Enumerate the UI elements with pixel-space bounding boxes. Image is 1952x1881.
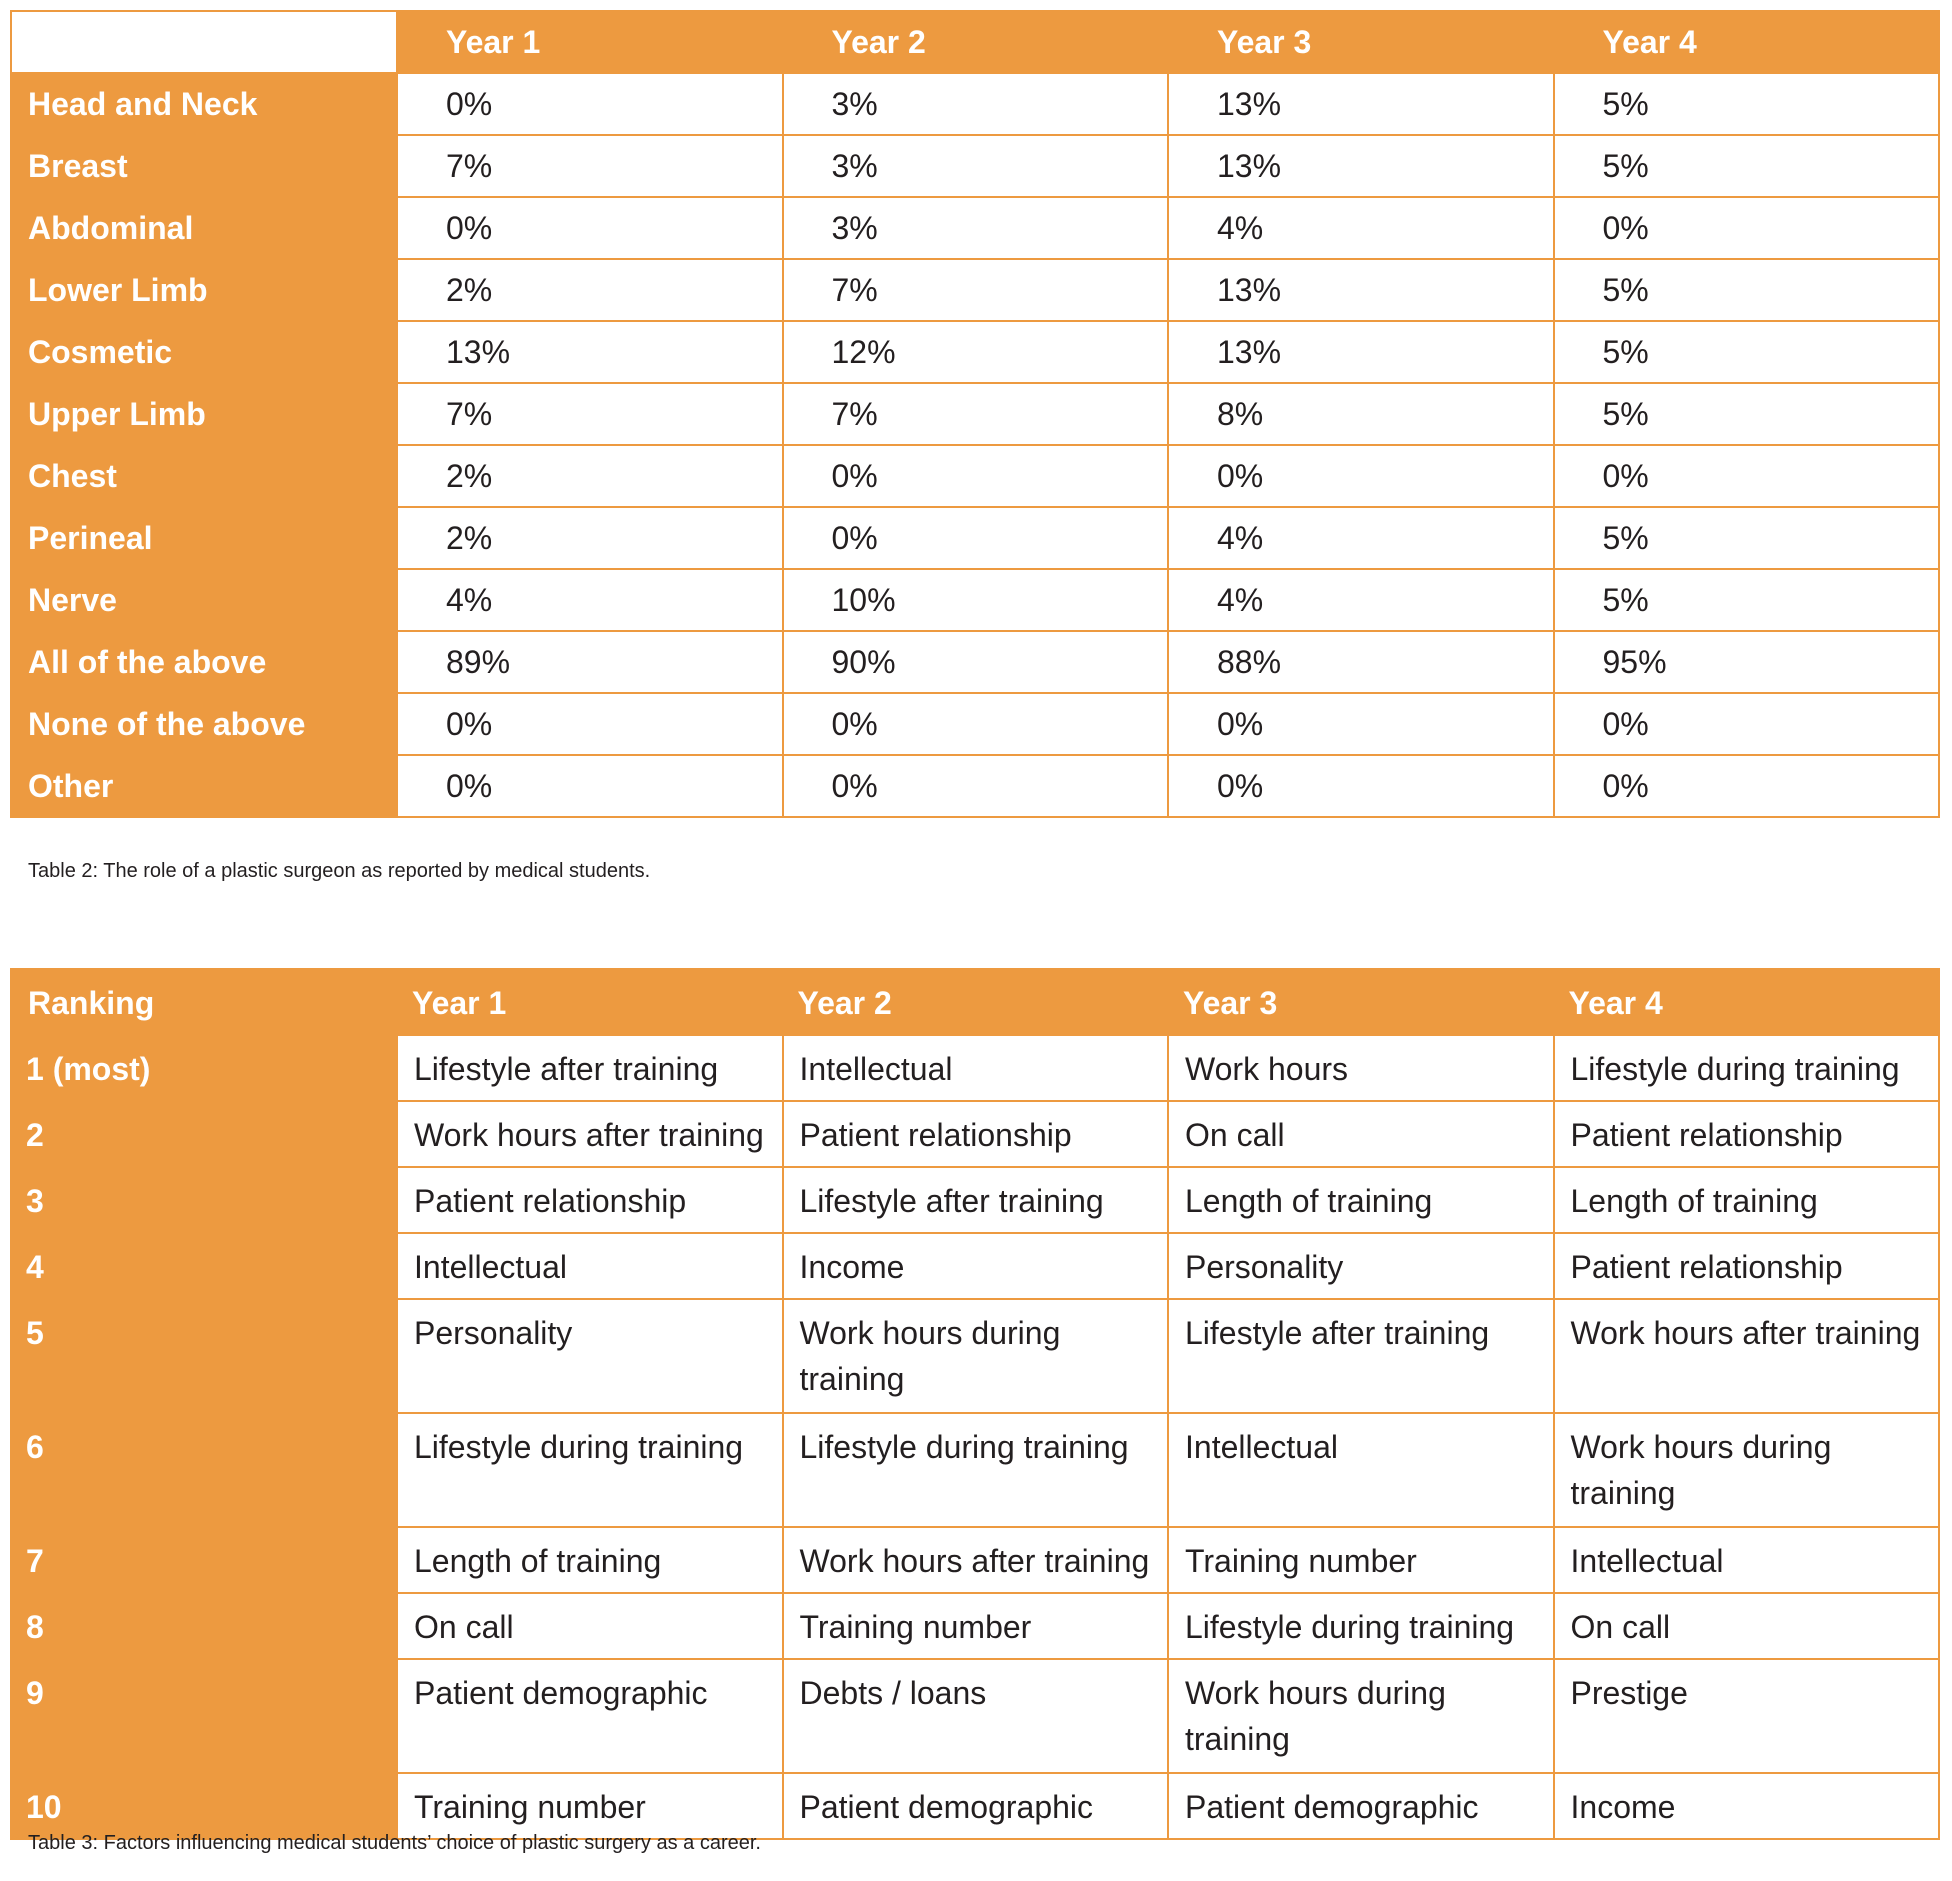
table-row [11, 135, 1939, 197]
row-label: 8 [11, 1593, 397, 1659]
table-cell: Training number [1168, 1527, 1554, 1593]
table-cell: 88% [1168, 631, 1554, 693]
table-row [11, 1527, 1939, 1593]
row-label: Nerve [11, 569, 397, 631]
table-cell: 0% [783, 755, 1169, 817]
table-row [11, 1659, 1939, 1773]
table-cell: 0% [783, 445, 1169, 507]
table-cell: Work hours [1168, 1035, 1554, 1101]
table-cell: 2% [397, 445, 783, 507]
table-cell: Patient demographic [783, 1773, 1169, 1839]
table-cell: 3% [783, 135, 1169, 197]
table-row [11, 445, 1939, 507]
table-cell: 13% [397, 321, 783, 383]
table-cell: Lifestyle during training [397, 1413, 783, 1527]
table-cell: 0% [1554, 755, 1940, 817]
row-label: Other [11, 755, 397, 817]
table-cell: Prestige [1554, 1659, 1940, 1773]
table-cell: Intellectual [397, 1233, 783, 1299]
table-cell: Patient demographic [1168, 1773, 1554, 1839]
table-cell: 7% [397, 135, 783, 197]
row-label: None of the above [11, 693, 397, 755]
table-cell: On call [1168, 1101, 1554, 1167]
table-cell: 7% [783, 259, 1169, 321]
table-cell: Intellectual [1168, 1413, 1554, 1527]
table-cell: 90% [783, 631, 1169, 693]
table-row [11, 1773, 1939, 1839]
column-header-year-3: Year 3 [1168, 11, 1554, 73]
table-cell: 89% [397, 631, 783, 693]
ranking-header: Ranking [11, 969, 397, 1035]
table-cell: 2% [397, 259, 783, 321]
table-cell: 4% [1168, 507, 1554, 569]
table-cell: 7% [397, 383, 783, 445]
table-cell: Income [783, 1233, 1169, 1299]
row-label: 4 [11, 1233, 397, 1299]
row-label: 1 (most) [11, 1035, 397, 1101]
row-label: All of the above [11, 631, 397, 693]
row-label: Lower Limb [11, 259, 397, 321]
column-header-year-1: Year 1 [397, 969, 783, 1035]
table-cell: Lifestyle during training [783, 1413, 1169, 1527]
table-cell: Lifestyle after training [783, 1167, 1169, 1233]
row-label: 6 [11, 1413, 397, 1527]
row-label: 2 [11, 1101, 397, 1167]
table-row [11, 631, 1939, 693]
table-cell: 5% [1554, 383, 1940, 445]
table-cell: 5% [1554, 259, 1940, 321]
row-label: 10 [11, 1773, 397, 1839]
row-label: 9 [11, 1659, 397, 1773]
table-cell: 95% [1554, 631, 1940, 693]
table-row [11, 569, 1939, 631]
table-row [11, 1299, 1939, 1413]
table-career-factors [10, 968, 1940, 1840]
table-cell: Length of training [1168, 1167, 1554, 1233]
row-label: Upper Limb [11, 383, 397, 445]
table-row [11, 1035, 1939, 1101]
table-cell: 3% [783, 197, 1169, 259]
row-label: 3 [11, 1167, 397, 1233]
table-header-row [11, 11, 1939, 73]
table-cell: Income [1554, 1773, 1940, 1839]
table-cell: On call [1554, 1593, 1940, 1659]
table-cell: Lifestyle during training [1554, 1035, 1940, 1101]
row-label: Head and Neck [11, 73, 397, 135]
table-cell: Work hours after training [397, 1101, 783, 1167]
table-cell: Patient relationship [397, 1167, 783, 1233]
table-cell: 0% [1168, 755, 1554, 817]
table-cell: 0% [1554, 197, 1940, 259]
table-cell: Work hours after training [783, 1527, 1169, 1593]
table-cell: 13% [1168, 73, 1554, 135]
table-cell: Debts / loans [783, 1659, 1169, 1773]
table-cell: Work hours after training [1554, 1299, 1940, 1413]
table-cell: 0% [397, 197, 783, 259]
table-row [11, 1593, 1939, 1659]
table-row [11, 73, 1939, 135]
table-row [11, 1233, 1939, 1299]
table-cell: Length of training [397, 1527, 783, 1593]
table-cell: 0% [783, 507, 1169, 569]
table-cell: 13% [1168, 135, 1554, 197]
table-cell: Training number [397, 1773, 783, 1839]
table-cell: 5% [1554, 507, 1940, 569]
table-cell: On call [397, 1593, 783, 1659]
column-header-year-3: Year 3 [1168, 969, 1554, 1035]
table-cell: Training number [783, 1593, 1169, 1659]
table-cell: Lifestyle during training [1168, 1593, 1554, 1659]
table-cell: 4% [397, 569, 783, 631]
table-cell: Work hours during training [783, 1299, 1169, 1413]
table-cell: Work hours during training [1554, 1413, 1940, 1527]
table-cell: 13% [1168, 321, 1554, 383]
table-cell: Length of training [1554, 1167, 1940, 1233]
row-label: Breast [11, 135, 397, 197]
row-label: Cosmetic [11, 321, 397, 383]
table-cell: 5% [1554, 73, 1940, 135]
table-cell: Lifestyle after training [397, 1035, 783, 1101]
table-row [11, 507, 1939, 569]
table-cell: 7% [783, 383, 1169, 445]
column-header-year-1: Year 1 [397, 11, 783, 73]
table-cell: 3% [783, 73, 1169, 135]
table-row [11, 1167, 1939, 1233]
table-2-caption: Table 2: The role of a plastic surgeon as reported by medical students. [28, 860, 651, 882]
table-cell: 0% [1554, 445, 1940, 507]
table-role-of-plastic-surgeon [10, 10, 1940, 818]
table-row [11, 755, 1939, 817]
table-cell: 12% [783, 321, 1169, 383]
table-row [11, 383, 1939, 445]
table-cell: Patient demographic [397, 1659, 783, 1773]
column-header-year-4: Year 4 [1554, 11, 1940, 73]
row-label: Abdominal [11, 197, 397, 259]
table-cell: Intellectual [1554, 1527, 1940, 1593]
table-cell: 0% [397, 755, 783, 817]
table-cell: Patient relationship [783, 1101, 1169, 1167]
table-cell: Personality [397, 1299, 783, 1413]
column-header-year-2: Year 2 [783, 11, 1169, 73]
column-header-year-4: Year 4 [1554, 969, 1940, 1035]
table-cell: Patient relationship [1554, 1101, 1940, 1167]
table-cell: Lifestyle after training [1168, 1299, 1554, 1413]
row-label: 5 [11, 1299, 397, 1413]
table-row [11, 1101, 1939, 1167]
table-cell: 0% [397, 73, 783, 135]
table-cell: 0% [1554, 693, 1940, 755]
table-row [11, 1413, 1939, 1527]
table-cell: 13% [1168, 259, 1554, 321]
row-label: Perineal [11, 507, 397, 569]
table-cell: 0% [783, 693, 1169, 755]
row-label: Chest [11, 445, 397, 507]
table-row [11, 259, 1939, 321]
table-cell: 5% [1554, 135, 1940, 197]
table-cell: 0% [1168, 693, 1554, 755]
table-cell: 5% [1554, 569, 1940, 631]
table-cell: Work hours during training [1168, 1659, 1554, 1773]
table-cell: 4% [1168, 197, 1554, 259]
table-cell: 4% [1168, 569, 1554, 631]
table-cell: Personality [1168, 1233, 1554, 1299]
table-cell: 0% [1168, 445, 1554, 507]
table-cell: 2% [397, 507, 783, 569]
table-cell: 8% [1168, 383, 1554, 445]
row-label: 7 [11, 1527, 397, 1593]
table-cell: Patient relationship [1554, 1233, 1940, 1299]
table-row [11, 197, 1939, 259]
table-row [11, 321, 1939, 383]
table-header-row [11, 969, 1939, 1035]
table-cell: Intellectual [783, 1035, 1169, 1101]
table-cell: 0% [397, 693, 783, 755]
table-cell: 10% [783, 569, 1169, 631]
table-3-caption: Table 3: Factors influencing medical students’ choice of plastic surgery as a career. [28, 1832, 761, 1854]
table-row [11, 693, 1939, 755]
table-corner-cell [11, 11, 397, 73]
table-cell: 5% [1554, 321, 1940, 383]
column-header-year-2: Year 2 [783, 969, 1169, 1035]
